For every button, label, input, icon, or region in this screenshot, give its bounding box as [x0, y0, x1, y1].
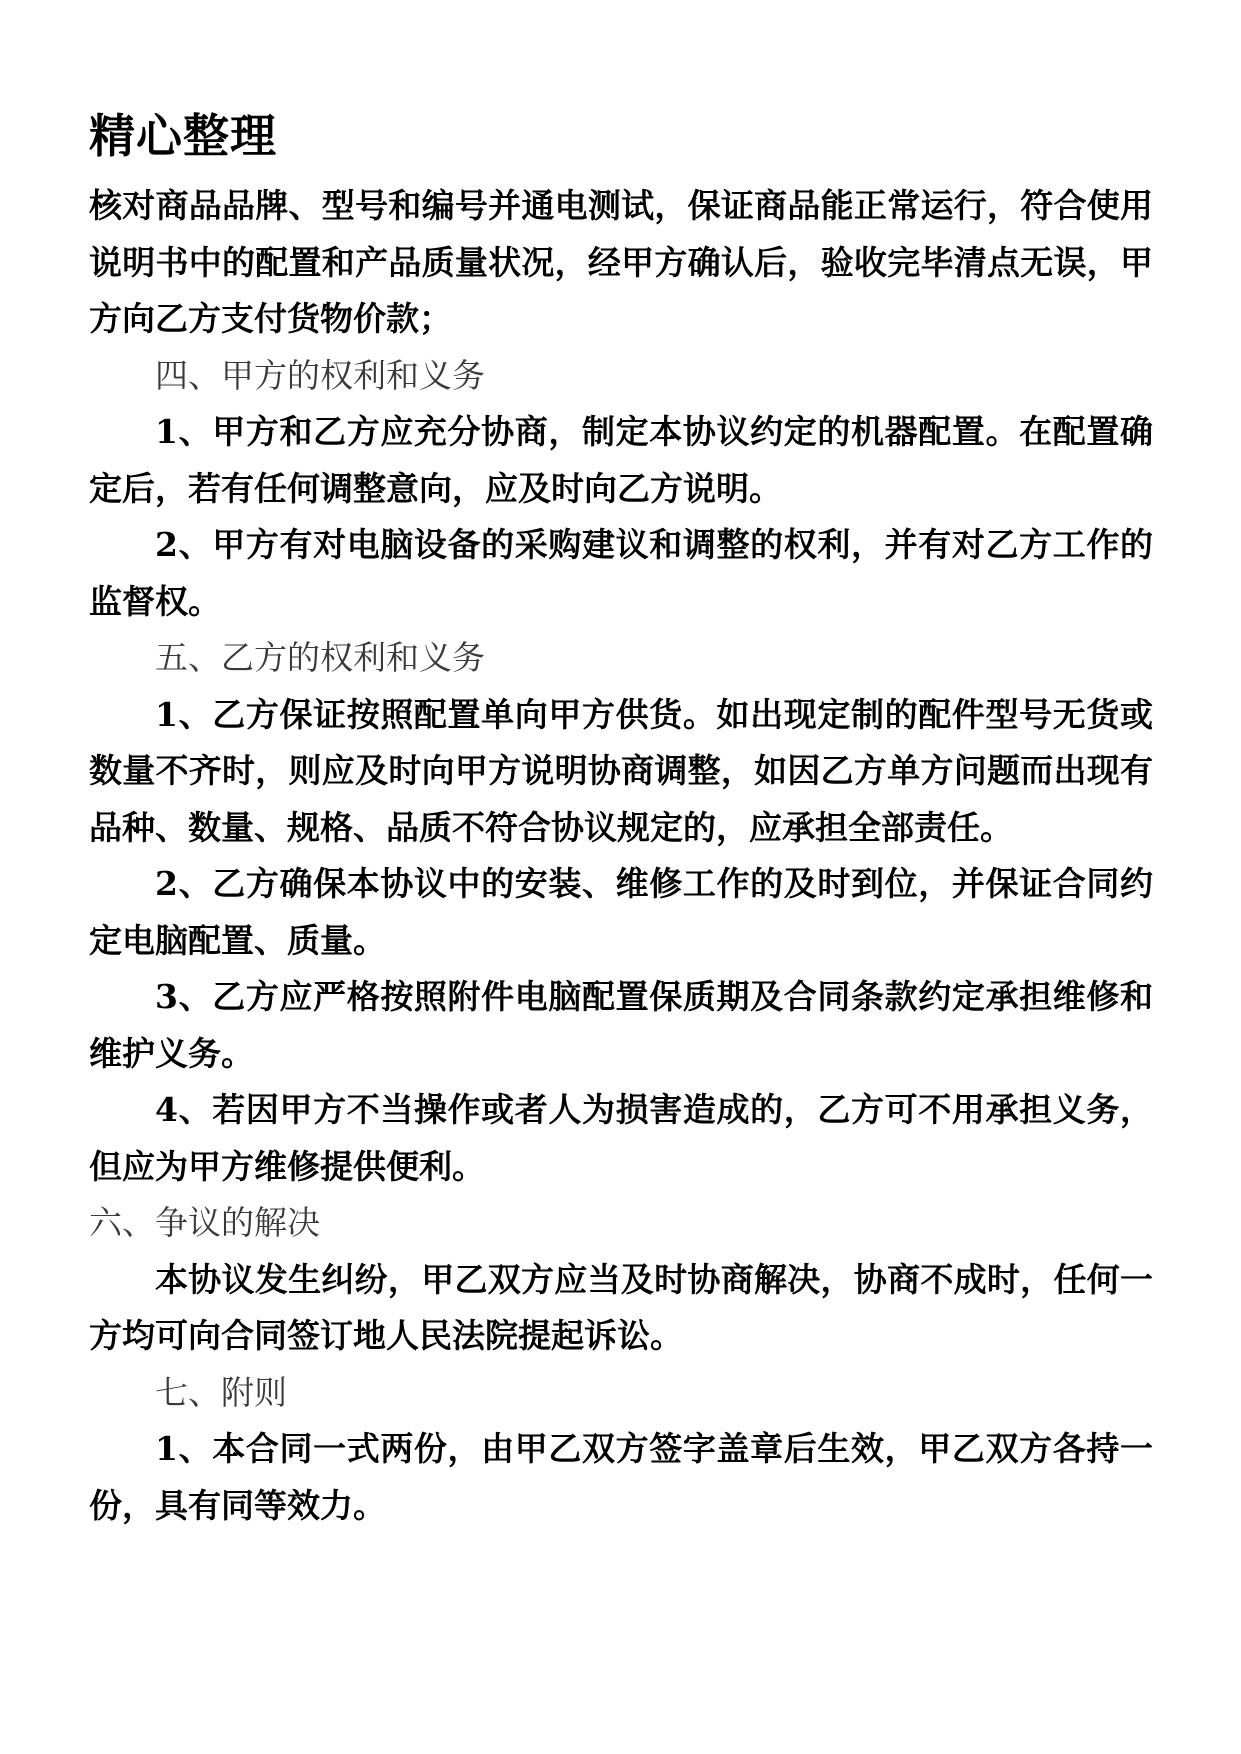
section-heading-supplementary: 七、附则 — [155, 1372, 287, 1412]
section-heading-party-a-rights: 四、甲方的权利和义务 — [155, 355, 485, 395]
paragraph-payment-terms: 核对商品品牌、型号和编号并通电测试，保证商品能正常运行，符合使用说明书中的配置和产品质量状况，经甲方确认后，验收完毕清点无误，甲方向乙方支付货物价款； — [89, 186, 1153, 338]
paragraph-party-b-clause-2: 2、乙方确保本协议中的安装、维修工作的及时到位，并保证合同约定电脑配置、质量。 — [89, 864, 1153, 960]
section-heading-party-b-rights: 五、乙方的权利和义务 — [155, 638, 485, 677]
paragraph-party-b-clause-3: 3、乙方应严格按照附件电脑配置保质期及合同条款约定承担维修和维护义务。 — [89, 977, 1153, 1073]
section-heading-dispute-resolution: 六、争议的解决 — [89, 1203, 320, 1242]
paragraph-party-a-clause-2: 2、甲方有对电脑设备的采购建议和调整的权利，并有对乙方工作的监督权。 — [89, 525, 1153, 621]
paragraph-supplementary-clause-1: 1、本合同一式两份，由甲乙双方签字盖章后生效，甲乙双方各持一份，具有同等效力。 — [89, 1429, 1153, 1525]
paragraph-party-b-clause-4: 4、若因甲方不当操作或者人为损害造成的，乙方可不用承担义务，但应为甲方维修提供便利。 — [89, 1090, 1153, 1186]
page-header-title: 精心整理 — [89, 109, 277, 163]
document-body — [89, 178, 1153, 1534]
paragraph-party-b-clause-1: 1、乙方保证按照配置单向甲方供货。如出现定制的配件型号无货或数量不齐时，则应及时向甲方说明协商调整，如因乙方单方问题而出现有品种、数量、规格、品质不符合协议规定的，应承担全部责任。 — [89, 694, 1153, 847]
paragraph-dispute-clause: 本协议发生纠纷，甲乙双方应当及时协商解决，协商不成时，任何一方均可向合同签订地人民法院提起诉讼。 — [89, 1259, 1153, 1355]
paragraph-party-a-clause-1: 1、甲方和乙方应充分协商，制定本协议约定的机器配置。在配置确定后，若有任何调整意向，应及时向乙方说明。 — [89, 412, 1153, 508]
